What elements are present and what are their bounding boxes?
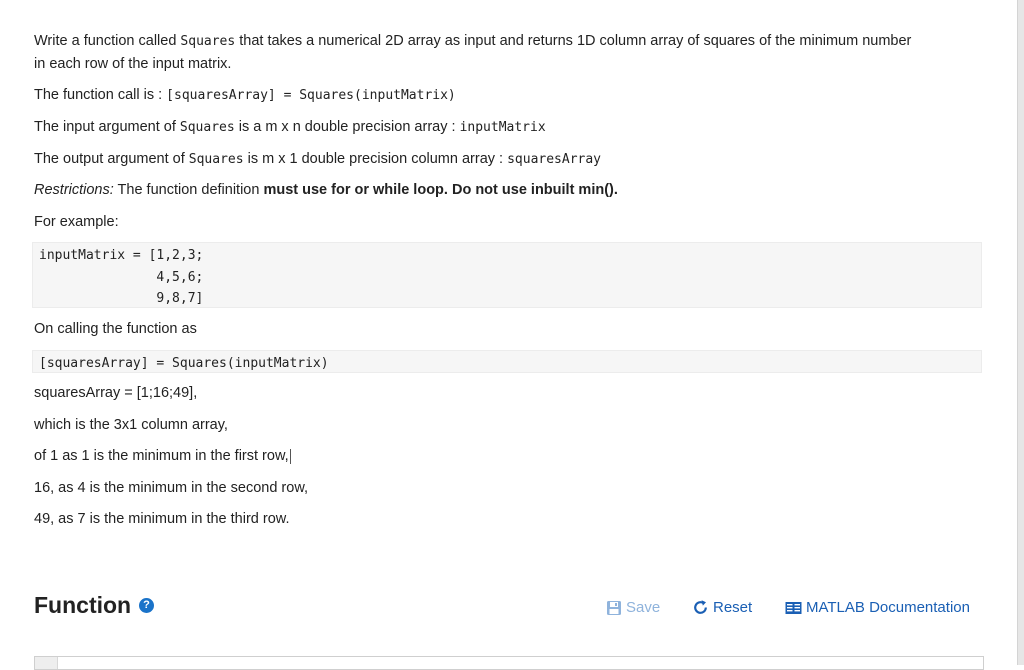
intro-text: Write a function called <box>34 33 181 49</box>
matlab-documentation-link[interactable] <box>785 599 970 616</box>
input-arg-var: inputMatrix <box>459 120 546 135</box>
result-line-3-text: of 1 as 1 is the minimum in the first row, <box>34 448 289 464</box>
output-arg-desc: is m x 1 double precision column array : <box>243 151 508 167</box>
intro-text-post: that takes a numerical 2D array as input and returns 1D column array of squares of the minimum number <box>235 33 912 49</box>
save-label: Save <box>626 599 661 616</box>
intro-text-line2: in each row of the input matrix. <box>34 56 232 72</box>
intro-code: Squares <box>180 34 236 49</box>
calling-code-block <box>32 350 982 373</box>
example-code-block <box>32 242 982 308</box>
output-arg-label: The output argument of <box>34 151 189 167</box>
input-arg-line <box>34 116 546 139</box>
code-editor[interactable] <box>34 656 984 670</box>
book-icon <box>785 601 802 615</box>
save-button[interactable] <box>606 599 660 616</box>
intro-paragraph <box>34 30 944 75</box>
calling-label: On calling the function as <box>34 321 197 337</box>
example-label: For example: <box>34 214 119 230</box>
output-arg-line <box>34 148 601 171</box>
code-line: [squaresArray] = Squares(inputMatrix) <box>39 356 329 371</box>
code-line: 4,5,6; <box>39 269 204 285</box>
call-code: [squaresArray] = Squares(inputMatrix) <box>166 88 456 103</box>
help-icon[interactable]: ? <box>139 598 154 613</box>
restrictions-line <box>34 179 618 201</box>
result-line-4: 16, as 4 is the minimum in the second row, <box>34 480 309 496</box>
result-line-5: 49, as 7 is the minimum in the third row. <box>34 511 290 527</box>
reset-label: Reset <box>713 599 753 616</box>
result-line-1: squaresArray = [1;16;49], <box>34 385 198 401</box>
editor-gutter <box>35 657 58 669</box>
input-arg-func: Squares <box>179 120 235 135</box>
input-arg-desc: is a m x n double precision array : <box>234 119 460 135</box>
page-scroll-border <box>1017 0 1024 665</box>
input-arg-label: The input argument of <box>34 119 180 135</box>
restrictions-bold: must use for or while loop. Do not use inbuilt min(). <box>263 182 618 198</box>
save-icon <box>606 600 622 616</box>
code-line: inputMatrix = [1,2,3; <box>39 248 204 263</box>
restrictions-label: Restrictions: <box>34 182 114 198</box>
call-label: The function call is : <box>34 87 167 103</box>
reset-button[interactable] <box>692 599 752 616</box>
docs-label: MATLAB Documentation <box>806 599 970 616</box>
result-line-3 <box>34 445 291 467</box>
reset-icon <box>692 599 709 616</box>
restrictions-text: The function definition <box>113 182 264 198</box>
code-line: 9,8,7] <box>39 291 204 306</box>
output-arg-var: squaresArray <box>507 152 602 167</box>
result-line-2: which is the 3x1 column array, <box>34 417 228 433</box>
text-caret <box>290 449 291 464</box>
call-line <box>34 84 456 107</box>
output-arg-func: Squares <box>188 152 244 167</box>
function-section-title: Function <box>34 592 132 618</box>
